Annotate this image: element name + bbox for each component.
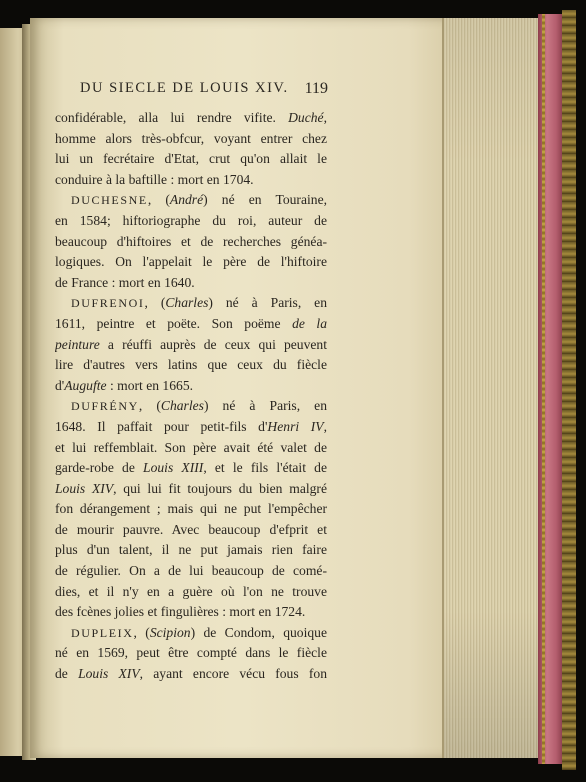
text-line [55,479,327,500]
text-line [55,211,327,232]
italic-run: Charles [165,295,209,311]
text-run: lui un fecrétaire d'Etat, crut qu'on allait le [55,151,327,167]
text-run: fon dérangement ; mais qui ne put l'empêcher [55,501,327,517]
italic-run: Henri IV [267,418,324,434]
text-line [55,293,327,314]
text-line [55,643,327,664]
text-run: , qui lui fit toujours du bien malgré [113,480,327,496]
italic-run: Duché [288,110,324,125]
page-number: 119 [304,80,328,97]
text-run: ) né à Paris, en [203,398,327,414]
text-line [55,623,327,644]
text-line [55,396,327,417]
text-line [55,108,327,129]
book-board [562,10,576,770]
italic-run: André [169,192,204,208]
text-run: de mourir pauvre. Avec beaucoup d'efprit et [55,521,327,537]
text-line [55,129,327,150]
text-run: ) né en Touraine, [203,192,327,208]
text-line [55,232,327,253]
text-line [55,417,327,438]
text-line [55,520,327,541]
text-line [55,602,327,623]
text-run: ) né à Paris, en [208,295,327,311]
running-head-title: DU SIECLE DE LOUIS XIV. [80,80,289,96]
text-run: né en 1569, peut être compté dans le fiècle [55,645,327,661]
text-run: 1648. Il paffait pour petit-fils d' [55,418,268,434]
text-run: et lui reffemblait. Son père avait été valet de [55,439,327,455]
text-run: de France : mort en 1640. [55,274,195,290]
text-run: confidérable, alla lui rendre vifite. [55,110,289,125]
italic-run: Augufte [64,377,107,393]
text-line [55,335,327,356]
text-run: des fcènes jolies et fingulières : mort en 1724. [55,604,306,620]
text-line [55,355,327,376]
text-run: , ( [138,398,161,414]
text-run: : mort en 1665. [106,377,194,393]
italic-run: de la [292,315,327,331]
italic-run: Louis XIII [143,460,204,476]
text-line [55,582,327,603]
text-line [55,499,327,520]
italic-run: peinture [55,336,100,352]
text-line [55,376,327,397]
text-run: en 1584; hiftoriographe du roi, auteur de [55,212,327,228]
page-body-text [55,108,327,685]
italic-run: Louis XIV [55,480,114,496]
text-run: lire d'autres vers latins que ceux du fiècle [55,357,327,373]
text-line [55,458,327,479]
text-line [55,273,327,294]
gilt-trim [542,14,545,764]
text-line [55,664,327,685]
text-run: ) de Condom, quoique [190,624,327,640]
text-run: , ( [144,295,166,311]
text-run: , ayant encore vécu fous fon [139,666,327,682]
text-run: , et le fils l'était de [203,460,327,476]
page-fore-edge [442,18,544,758]
text-line [55,170,327,191]
text-run: , ( [147,192,170,208]
text-run: , [323,110,327,125]
running-head [80,80,328,97]
text-line [55,561,327,582]
text-run: homme alors très-obfcur, voyant entrer chez [55,130,327,146]
text-run: 1611, peintre et poëte. Son poëme [55,315,293,331]
entry-name: DUFRÉNY [71,399,139,414]
text-run: dies, et il n'y en a guère où l'on ne trouve [55,583,327,599]
entry-name: DUCHESNE [71,193,148,208]
text-run: a réuffi auprès de ceux qui peuvent [99,336,327,352]
text-run: conduire à la baftille : mort en 1704. [55,171,254,187]
text-run: beaucoup d'hiftoires et de recherches généa- [55,233,327,249]
text-run: logiques. On l'appelait le père de l'hiftoire [55,254,327,270]
text-run: de [55,666,79,682]
entry-name: DUFRENOI [71,296,145,311]
text-run: garde-robe de [55,460,144,476]
text-run: , [323,418,327,434]
text-line [55,149,327,170]
italic-run: Charles [160,398,204,414]
text-run: plus d'un talent, il ne put jamais rien faire [55,542,327,558]
entry-name: DUPLEIX [71,625,134,640]
text-line [55,190,327,211]
text-line [55,540,327,561]
text-line [55,438,327,459]
italic-run: Scipion [149,624,191,640]
text-run: , ( [133,624,150,640]
italic-run: Louis XIV [78,666,140,682]
text-run: de régulier. On a de lui beaucoup de comé- [55,563,327,579]
text-line [55,314,327,335]
text-line [55,252,327,273]
text-run: d' [55,377,65,393]
